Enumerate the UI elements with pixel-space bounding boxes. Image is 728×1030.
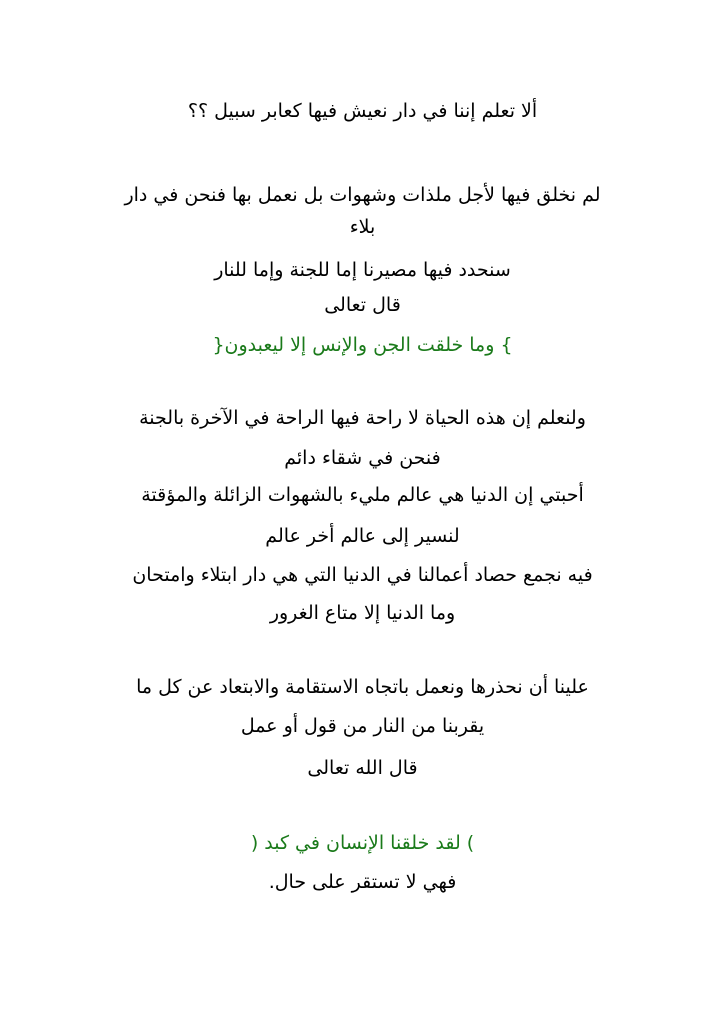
line-another-world: لنسير إلى عالم أخر عالم <box>265 525 460 547</box>
line-never-stable: فهي لا تستقر على حال. <box>268 871 457 893</box>
line-beware: علينا أن نحذرها ونعمل باتجاه الاستقامة والابتعاد عن كل ما <box>136 676 589 698</box>
line-destiny: سنحدد فيها مصيرنا إما للجنة وإما للنار <box>214 259 511 281</box>
quran-verse-2: ) لقد خلقنا الإنسان في كبد ( <box>250 832 475 854</box>
line-allah-said-2: قال الله تعالى <box>307 757 418 779</box>
line-question: ألا تعلم إننا في دار نعيش فيها كعابر سبيل ؟؟ <box>187 100 538 122</box>
quran-verse-1: } وما خلقت الجن والإنس إلا ليعبدون{ <box>212 334 513 356</box>
line-allah-said-1: قال تعالى <box>324 294 401 316</box>
line-not-created-for-pleasure: لم نخلق فيها لأجل ملذات وشهوات بل نعمل بها فنحن في دار <box>124 184 601 206</box>
line-world-of-desires: أحبتي إن الدنيا هي عالم مليء بالشهوات الزائلة والمؤقتة <box>141 484 584 506</box>
line-harvest-deeds: فيه نجمع حصاد أعمالنا في الدنيا التي هي دار ابتلاء وامتحان <box>132 564 593 586</box>
line-no-rest-in-life: ولنعلم إن هذه الحياة لا راحة فيها الراحة في الآخرة بالجنة <box>139 407 586 429</box>
line-deceiving-enjoyment: وما الدنيا إلا متاع الغرور <box>269 602 456 624</box>
line-nearer-fire: يقربنا من النار من قول أو عمل <box>240 715 485 737</box>
line-trial: بلاء <box>349 216 376 238</box>
line-constant-hardship: فنحن في شقاء دائم <box>284 447 441 469</box>
